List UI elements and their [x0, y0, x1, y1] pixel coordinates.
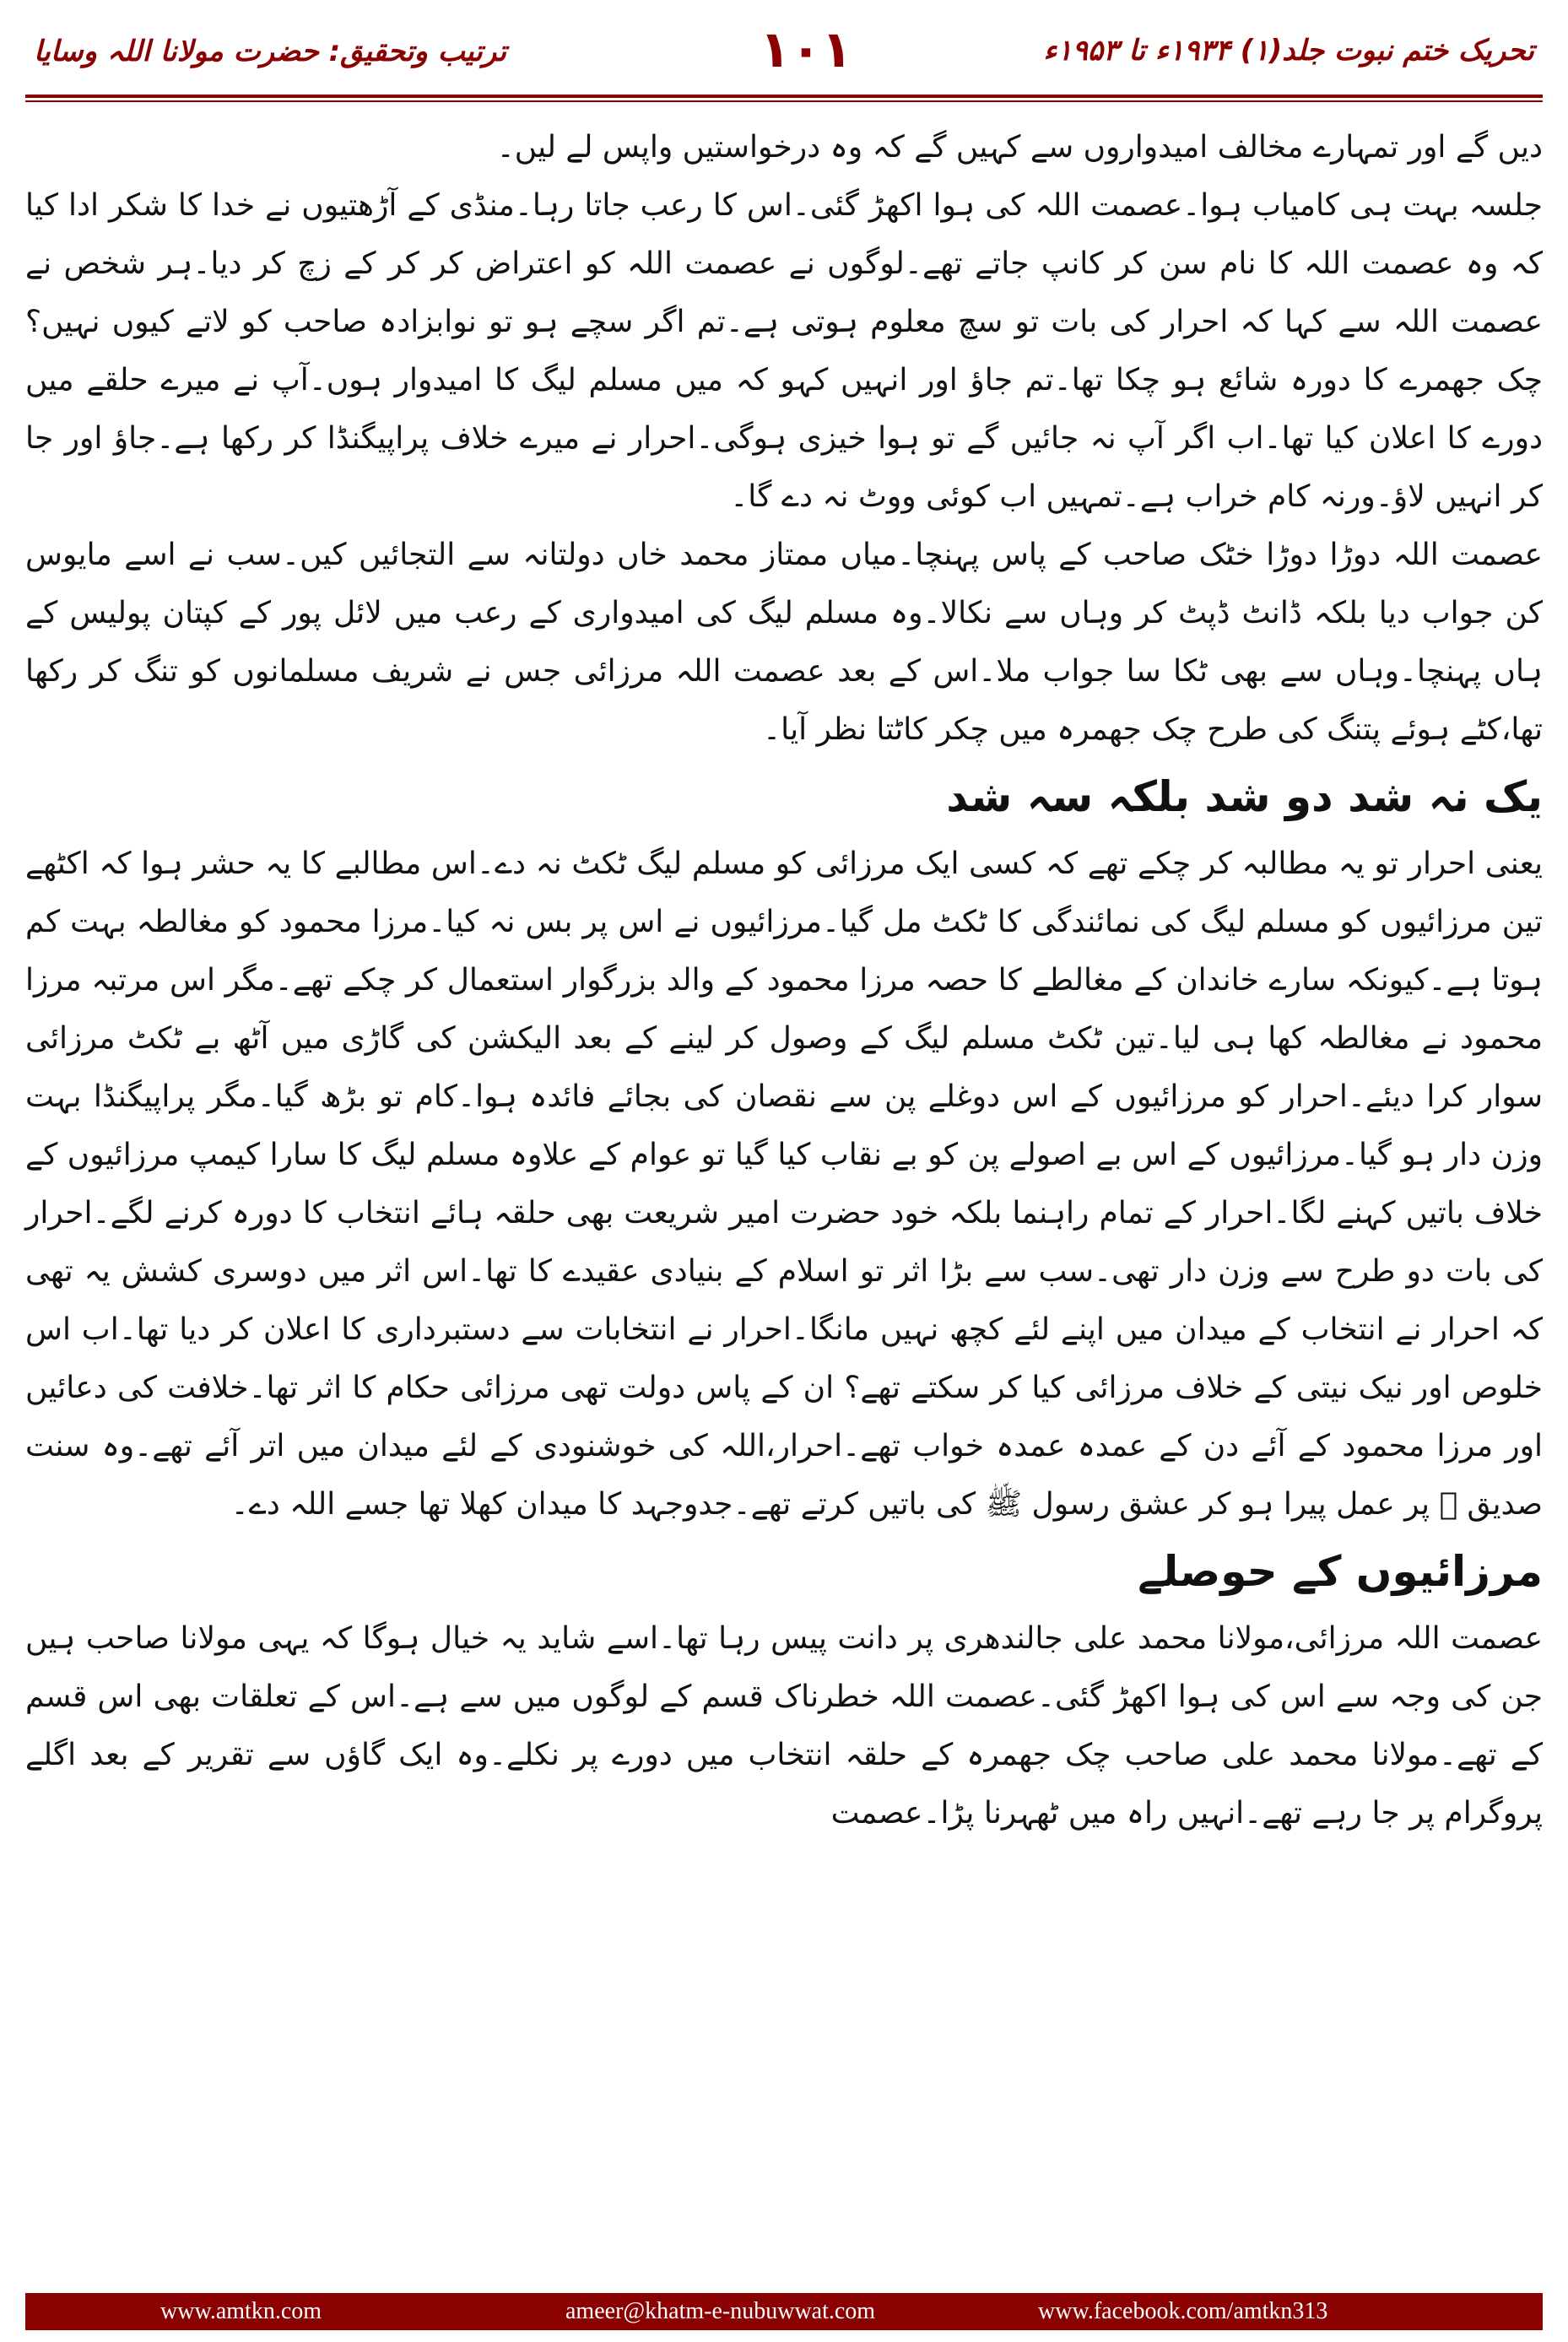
- paragraph-4: یعنی احرار تو یہ مطالبہ کر چکے تھے کہ کسی ایک مرزائی کو مسلم لیگ ٹکٹ نہ دے۔اس مطالبے کا یہ حشر ہوا کہ اکٹھے تین مرزائیوں کو مسلم لیگ کی نمائندگی کا ٹکٹ مل گیا۔مرزائیوں نے اس پر بس نہ کیا۔مرزا محمود کو مغالطہ بہت کم ہوتا ہے۔کیونکہ سارے خاندان کے مغالطے کا حصہ مرزا محمود کے والد بزرگوار استعمال کر چکے تھے۔مگر اس مرتبہ مرزا محمود نے مغالطہ کھا ہی لیا۔تین ٹکٹ مسلم لیگ کے وصول کر لینے کے بعد الیکشن کی گاڑی میں آٹھ بے ٹکٹ مرزائی سوار کرا دیئے۔احرار کو مرزائیوں کے اس دوغلے پن سے نقصان کی بجائے فائدہ ہوا۔کام تو بڑھ گیا۔مگر پراپیگنڈا بہت وزن دار ہو گیا۔مرزائیوں کے اس بے اصولے پن کو بے نقاب کیا گیا تو عوام کے علاوہ مسلم لیگ کا سارا کیمپ مرزائیوں کے خلاف باتیں کہنے لگا۔احرار کے تمام راہنما بلکہ خود حضرت امیر شریعت بھی حلقہ ہائے انتخاب کا دورہ کرنے لگے۔احرار کی بات دو طرح سے وزن دار تھی۔سب سے بڑا اثر تو اسلام کے بنیادی عقیدے کا تھا۔اس اثر میں دوسری کشش یہ تھی کہ احرار نے انتخاب کے میدان میں اپنے لئے کچھ نہیں مانگا۔احرار نے انتخابات سے دستبرداری کا اعلان کر دیا تھا۔اب اس خلوص اور نیک نیتی کے خلاف مرزائی کیا کر سکتے تھے؟ ان کے پاس دولت تھی مرزائی حکام کا اثر تھا۔خلافت کی دعائیں اور مرزا محمود کے آئے دن کے عمدہ عمدہ خواب تھے۔احرار،اللہ کی خوشنودی کے لئے میدان میں اتر آئے تھے۔وہ سنت صدیق ﷜ پر عمل پیرا ہو کر عشق رسول ﷺ کی باتیں کرتے تھے۔جدوجہد کا میدان کھلا تھا جسے اللہ دے۔: [25, 846, 1543, 1522]
- header-rule: [25, 95, 1543, 98]
- footer-website-link[interactable]: www.amtkn.com: [160, 2298, 322, 2324]
- header-rule-thin: [25, 100, 1543, 102]
- page-body: [25, 118, 1543, 1842]
- footer-facebook-link[interactable]: www.facebook.com/amtkn313: [1038, 2298, 1328, 2324]
- paragraph-1: دیں گے اور تمہارے مخالف امیدواروں سے کہیں گے کہ وہ درخواستیں واپس لے لیں۔: [496, 130, 1543, 165]
- page-number: ۱۰۱: [760, 20, 852, 79]
- section-heading-2: مرزائیوں کے حوصلے: [1138, 1547, 1543, 1596]
- section-heading-1: یک نہ شد دو شد بلکہ سہ شد: [946, 772, 1543, 821]
- book-title: تحریک ختم نبوت جلد(۱) ۱۹۳۴ء تا ۱۹۵۳ء: [1043, 34, 1534, 68]
- footer-email-link[interactable]: ameer@khatm-e-nubuwwat.com: [565, 2298, 876, 2324]
- page-footer: [25, 2293, 1543, 2330]
- paragraph-5: عصمت اللہ مرزائی،مولانا محمد علی جالندھری پر دانت پیس رہا تھا۔اسے شاید یہ خیال ہوگا کہ یہی مولانا صاحب ہیں جن کی وجہ سے اس کی ہوا اکھڑ گئی۔عصمت اللہ خطرناک قسم کے لوگوں میں سے ہے۔اس کے تعلقات بھی اس قسم کے تھے۔مولانا محمد علی صاحب چک جھمرہ کے حلقہ انتخاب میں دورے پر نکلے۔وہ ایک گاؤں سے تقریر کے بعد اگلے پروگرام پر جا رہے تھے۔انہیں راہ میں ٹھہرنا پڑا۔عصمت: [25, 1621, 1543, 1831]
- paragraph-2: جلسہ بہت ہی کامیاب ہوا۔عصمت اللہ کی ہوا اکھڑ گئی۔اس کا رعب جاتا رہا۔منڈی کے آڑھتیوں نے خدا کا شکر ادا کیا کہ وہ عصمت اللہ کا نام سن کر کانپ جاتے تھے۔لوگوں نے عصمت اللہ کو اعتراض کر کر کے زچ کر دیا۔ہر شخص نے عصمت اللہ سے کہا کہ احرار کی بات تو سچ معلوم ہوتی ہے۔تم اگر سچے ہو تو نوابزادہ صاحب کو لاتے کیوں نہیں؟ چک جھمرے کا دورہ شائع ہو چکا تھا۔تم جاؤ اور انہیں کہو کہ میں مسلم لیگ کا امیدوار ہوں۔آپ نے میرے حلقے میں دورے کا اعلان کیا تھا۔اب اگر آپ نہ جائیں گے تو ہوا خیزی ہوگی۔احرار نے میرے خلاف پراپیگنڈا کر رکھا ہے۔جاؤ اور جا کر انہیں لاؤ۔ورنہ کام خراب ہے۔تمہیں اب کوئی ووٹ نہ دے گا۔: [25, 188, 1543, 514]
- page-header: [25, 15, 1543, 93]
- paragraph-3: عصمت اللہ دوڑا دوڑا خٹک صاحب کے پاس پہنچا۔میاں ممتاز محمد خاں دولتانہ سے التجائیں کیں۔سب نے اسے مایوس کن جواب دیا بلکہ ڈانٹ ڈپٹ کر وہاں سے نکالا۔وہ مسلم لیگ کی امیدواری کے رعب میں لائل پور کے کپتان پولیس کے ہاں پہنچا۔وہاں سے بھی ٹکا سا جواب ملا۔اس کے بعد عصمت اللہ مرزائی جس نے شریف مسلمانوں کو تنگ کر رکھا تھا،کٹے ہوئے پتنگ کی طرح چک جھمرہ میں چکر کاٹتا نظر آیا۔: [25, 538, 1544, 747]
- compiler-credit: ترتیب وتحقیق: حضرت مولانا اللہ وسایا: [34, 35, 507, 68]
